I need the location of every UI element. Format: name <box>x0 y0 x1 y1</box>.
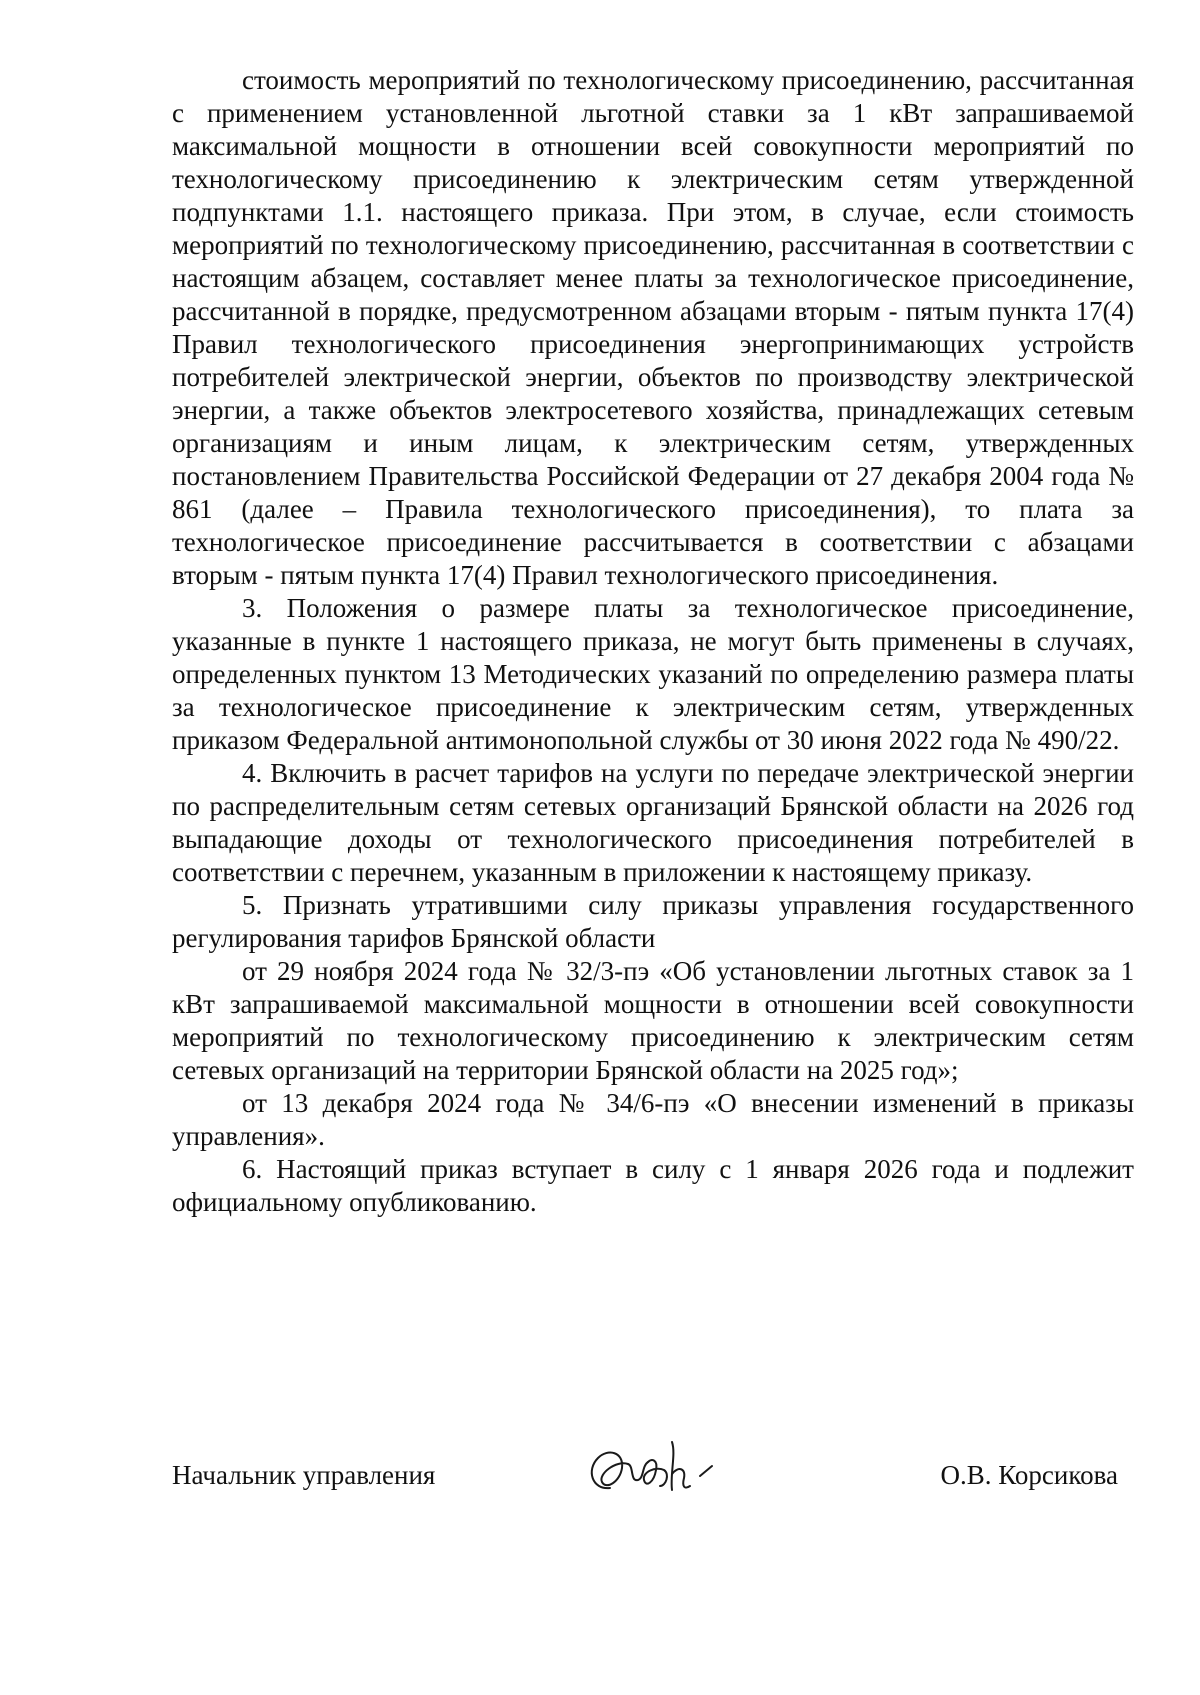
paragraph-item-6: 6. Настоящий приказ вступает в силу с 1 января 2026 года и подлежит официальному опубликованию. <box>172 1154 1134 1217</box>
paragraph-cost-continuation: стоимость мероприятий по технологическому присоединению, рассчитанная с применением установленной льготной ставки за 1 кВт запрашиваемой максимальной мощности в отношении всей совокупности мероприятий по технологическому присоединению к электрическим сетям утвержденной подпунктами 1.1. настоящего приказа. При этом, в случае, если стоимость мероприятий по технологическому присоединению, рассчитанная в соответствии с настоящим абзацем, составляет менее платы за технологическое присоединение, рассчитанной в порядке, предусмотренном абзацами вторым - пятым пункта 17(4) Правил технологического присоединения энергопринимающих устройств потребителей электрической энергии, объектов по производству электрической энергии, а также объектов электросетевого хозяйства, принадлежащих сетевым организациям и иным лицам, к электрическим сетям, утвержденных постановлением Правительства Российской Федерации от 27 декабря 2004 года № 861 (далее – Правила технологического присоединения), то плата за технологическое присоединение рассчитывается в соответствии с абзацами вторым - пятым пункта 17(4) Правил технологического присоединения. <box>172 65 1134 590</box>
paragraph-repealed-order-1: от 29 ноября 2024 года № 32/3-пэ «Об установлении льготных ставок за 1 кВт запрашиваемой максимальной мощности в отношении всей совокупности мероприятий по технологическому присоединению к электрическим сетям сетевых организаций на территории Брянской области на 2025 год»; <box>172 956 1134 1085</box>
paragraph-repealed-order-2: от 13 декабря 2024 года № 34/6-пэ «О внесении изменений в приказы управления». <box>172 1088 1134 1151</box>
signer-position: Начальник управления <box>172 1460 436 1490</box>
paragraph-item-4: 4. Включить в расчет тарифов на услуги по передаче электрической энергии по распределительным сетям сетевых организаций Брянской области на 2026 год выпадающие доходы от технологического присоединения потребителей в соответствии с перечнем, указанным в приложении к настоящему приказу. <box>172 758 1134 887</box>
signature-block <box>172 1430 1134 1510</box>
signer-name: О.В. Корсикова <box>940 1460 1118 1490</box>
handwritten-signature <box>572 1430 752 1510</box>
paragraph-item-3: 3. Положения о размере платы за технологическое присоединение, указанные в пункте 1 настоящего приказа, не могут быть применены в случаях, определенных пунктом 13 Методических указаний по определению размера платы за технологическое присоединение к электрическим сетям, утвержденных приказом Федеральной антимонопольной службы от 30 июня 2022 года № 490/22. <box>172 593 1134 755</box>
paragraph-item-5: 5. Признать утратившими силу приказы управления государственного регулирования тарифов Брянской области <box>172 890 1134 953</box>
document-body <box>172 64 1134 1219</box>
